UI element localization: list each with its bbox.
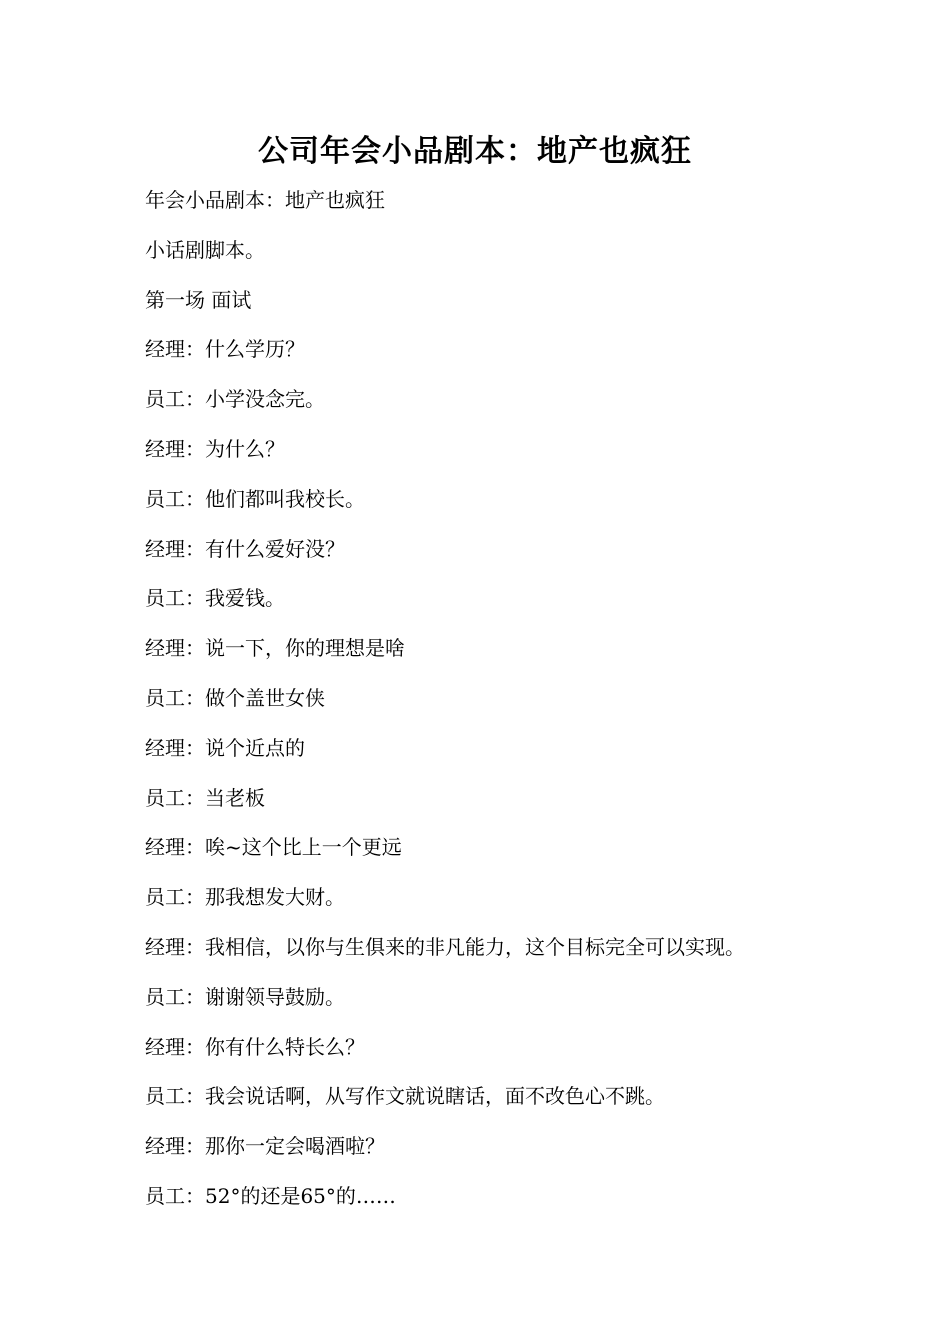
script-line: 员工：小学没念完。 (145, 387, 325, 412)
script-line: 经理：你有什么特长么？ (145, 1034, 365, 1059)
script-line: 员工：做个盖世女侠 (145, 685, 325, 710)
script-line: 员工：52°的还是65°的…… (145, 1183, 396, 1208)
script-line: 员工：我会说话啊，从写作文就说瞎话，面不改色心不跳。 (145, 1084, 665, 1109)
script-line: 第一场 面试 (145, 287, 252, 312)
script-line: 年会小品剧本：地产也疯狂 (145, 188, 385, 212)
script-line: 经理：我相信，以你与生俱来的非凡能力，这个目标完全可以实现。 (145, 934, 745, 959)
script-line: 经理：说一下，你的理想是啥 (145, 636, 405, 661)
script-line: 经理：那你一定会喝酒啦？ (145, 1134, 385, 1159)
script-line: 员工：谢谢领导鼓励。 (145, 984, 345, 1009)
script-line: 员工：那我想发大财。 (145, 885, 345, 910)
script-line: 经理：唉~这个比上一个更远 (145, 835, 402, 860)
script-line: 经理：有什么爱好没？ (145, 536, 345, 561)
script-line: 经理：说个近点的 (145, 735, 305, 760)
script-line: 员工：我爱钱。 (145, 586, 285, 611)
script-line: 员工：他们都叫我校长。 (145, 486, 365, 511)
document-title: 公司年会小品剧本：地产也疯狂 (258, 134, 692, 169)
script-body (145, 182, 845, 1228)
script-line: 经理：什么学历？ (145, 337, 305, 362)
script-line: 员工：当老板 (145, 785, 265, 810)
script-line: 经理：为什么？ (145, 436, 285, 461)
script-line: 小话剧脚本。 (145, 237, 265, 262)
